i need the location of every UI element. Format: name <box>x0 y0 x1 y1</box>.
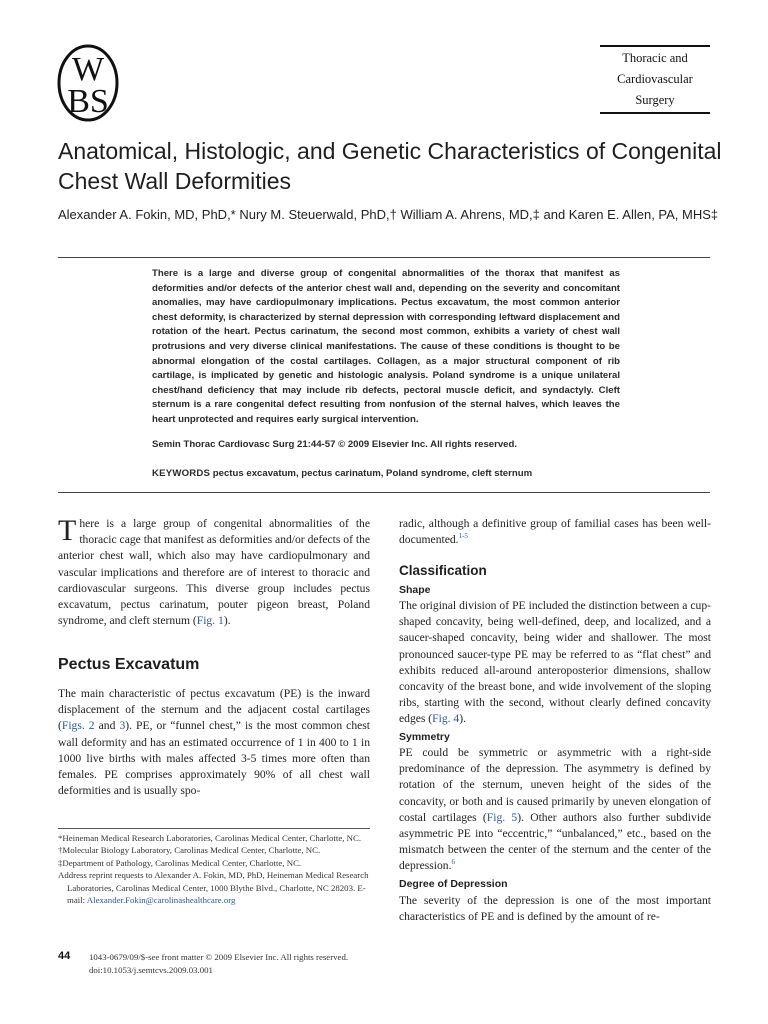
journal-name-line3: Surgery <box>635 93 675 107</box>
degree-paragraph: The severity of the depression is one of the most important characteristics of PE and is defined by the amount of re- <box>399 894 711 924</box>
ref-6[interactable]: 6 <box>451 858 455 867</box>
heading-degree-of-depression: Degree of Depression <box>399 878 508 890</box>
pe-text-cont: ). PE, or “funnel chest,” is the most common chest wall deformity and has an estimated occurrence of 1 in 400 to 1 in 1000 live births with males affected 3-5 times more often than females. PE comprises approximately 90% of all chest wall deformities and is usually spo- <box>58 719 370 798</box>
fig1-link[interactable]: Fig. 1 <box>196 614 224 628</box>
copyright-line: 1043-0679/09/$-see front matter © 2009 Elsevier Inc. All rights reserved. <box>89 952 349 962</box>
shape-text: The original division of PE included the distinction between a cup-shaped concavity, being well-defined, deep, and localized, and a saucer-shaped concavity, being wider and shallower. The most pronounced saucer-type PE may be referred to as “flat chest” and exhibits reduced all-around anteroposterior dimensions, shallow concavity of the breast bone, and wide involvement of the sloping ribs, starting with the second, without clearly defined concavity edges ( <box>399 599 711 726</box>
keywords-label: KEYWORDS <box>152 468 211 479</box>
intro-text-end: ). <box>223 614 231 628</box>
shape-paragraph <box>399 598 711 728</box>
author-list: Alexander A. Fokin, MD, PhD,* Nury M. Steuerwald, PhD,† William A. Ahrens, MD,‡ and Karen E. Allen, PA, MHS‡ <box>58 207 719 222</box>
article-title: Anatomical, Histologic, and Genetic Characteristics of Congenital Chest Wall Deformities <box>58 138 722 194</box>
symmetry-text-end: ). Other authors also further subdivide asymmetric PE into “eccentric,” “unbalanced,” etc., based on the mismatch between the center of the sternum and the center of the depression. <box>399 810 711 873</box>
fig2-link[interactable]: Figs. 2 <box>61 719 95 733</box>
pe-paragraph-continued <box>399 516 711 548</box>
journal-name <box>600 45 710 114</box>
pe-cont-text: radic, although a definitive group of familial cases has been well-documented. <box>399 517 711 547</box>
shape-text-end: ). <box>459 712 466 726</box>
logo-ring-graphic <box>57 44 119 122</box>
fig3-link[interactable]: 3 <box>119 719 126 733</box>
heading-shape: Shape <box>399 584 431 596</box>
abstract-citation: Semin Thorac Cardiovasc Surg 21:44-57 © 2009 Elsevier Inc. All rights reserved. <box>152 439 518 450</box>
doi-line: doi:10.1053/j.semtcvs.2009.03.001 <box>89 964 213 975</box>
drop-cap: T <box>58 514 77 547</box>
heading-classification: Classification <box>399 563 487 578</box>
fig5-link[interactable]: Fig. 5 <box>486 810 518 824</box>
pe-paragraph <box>58 686 370 799</box>
footnote-reprint-address <box>58 869 370 906</box>
section-heading-pectus-excavatum: Pectus Excavatum <box>58 656 200 673</box>
copyright-block <box>89 951 429 976</box>
journal-logo <box>57 44 119 122</box>
abstract-text: There is a large and diverse group of congenital abnormalities of the thorax that manifest as deformities and/or defects of the anterior chest wall and, depending on the severity and concomitant anomalies, may have cardiopulmonary implications. Pectus excavatum, the most common anterior chest deformity, is characterized by sternal depression with corresponding leftward displacement and rotation of the heart. Pectus carinatum, the second most common, exhibits a variety of chest wall protrusions and very diverse clinical manifestations. The cause of these conditions is thought to be abnormal elongation of the costal cartilages. Collagen, as a major structural component of rib cartilage, is implicated by genetic and histologic analysis. Poland syndrome is a unique unilateral chest/hand deficiency that may include rib defects, pectoral muscle deficit, and syndactyly. Cleft sternum is a rare congenital defect resulting from nonfusion of the sternal halves, which leaves the heart unprotected and requires early surgical intervention. <box>152 268 620 425</box>
reprint-text: Address reprint requests to Alexander A. Fokin, MD, PhD, Heineman Medical Research Laboratories, Carolinas Medical Center, 1000 Blythe Blvd., Charlotte, NC 28203. E-mail: <box>58 870 369 906</box>
pe-text: The main characteristic of pectus excavatum (PE) is the inward displacement of the sternum and the adjacent costal cartilages ( <box>58 687 370 733</box>
intro-paragraph <box>58 516 370 629</box>
svg-text:W: W <box>71 51 105 88</box>
intro-text: here is a large group of congenital abnormalities of the thoracic cage that manifest as deformities and/or defects of the anterior chest wall, which also may have cardiopulmonary and vascular implications and therefore are of interest to thoracic and cardiovascular surgeons. This diverse group includes pectus excavatum, pectus carinatum, pouter pigeon breast, Poland syndrome, and cleft sternum ( <box>58 517 371 628</box>
author-email-link[interactable]: Alexander.Fokin@carolinashealthcare.org <box>86 895 236 906</box>
footnote-affiliation-3: ‡Department of Pathology, Carolinas Medical Center, Charlotte, NC. <box>58 857 302 868</box>
footnotes <box>58 832 370 906</box>
page-number: 44 <box>58 950 71 962</box>
symmetry-paragraph <box>399 745 711 875</box>
svg-text:BS: BS <box>67 83 109 120</box>
heading-symmetry: Symmetry <box>399 731 450 743</box>
footnote-rule <box>58 828 370 829</box>
footnote-affiliation-1: *Heineman Medical Research Laboratories, Carolinas Medical Center, Charlotte, NC. <box>58 833 362 843</box>
pe-text-and: and <box>94 719 120 733</box>
journal-name-line1: Thoracic and <box>622 51 688 65</box>
symmetry-text: PE could be symmetric or asymmetric with a right-side predominance of the depression. The asymmetry is defined by rotation of the sternum, uneven height of the sides of the concavity, or both and is caused primarily by uneven elongation of costal cartilages ( <box>399 746 711 824</box>
keywords-text: pectus excavatum, pectus carinatum, Poland syndrome, cleft sternum <box>210 468 533 479</box>
abstract-bottom-rule <box>58 492 710 493</box>
journal-name-line2: Cardiovascular <box>617 72 693 86</box>
ref-1-5[interactable]: 1-5 <box>458 532 468 541</box>
keywords <box>152 467 622 481</box>
abstract-top-rule <box>58 257 710 258</box>
footnote-affiliation-2: †Molecular Biology Laboratory, Carolinas Medical Center, Charlotte, NC. <box>58 845 321 856</box>
fig4-link[interactable]: Fig. 4 <box>432 712 460 726</box>
